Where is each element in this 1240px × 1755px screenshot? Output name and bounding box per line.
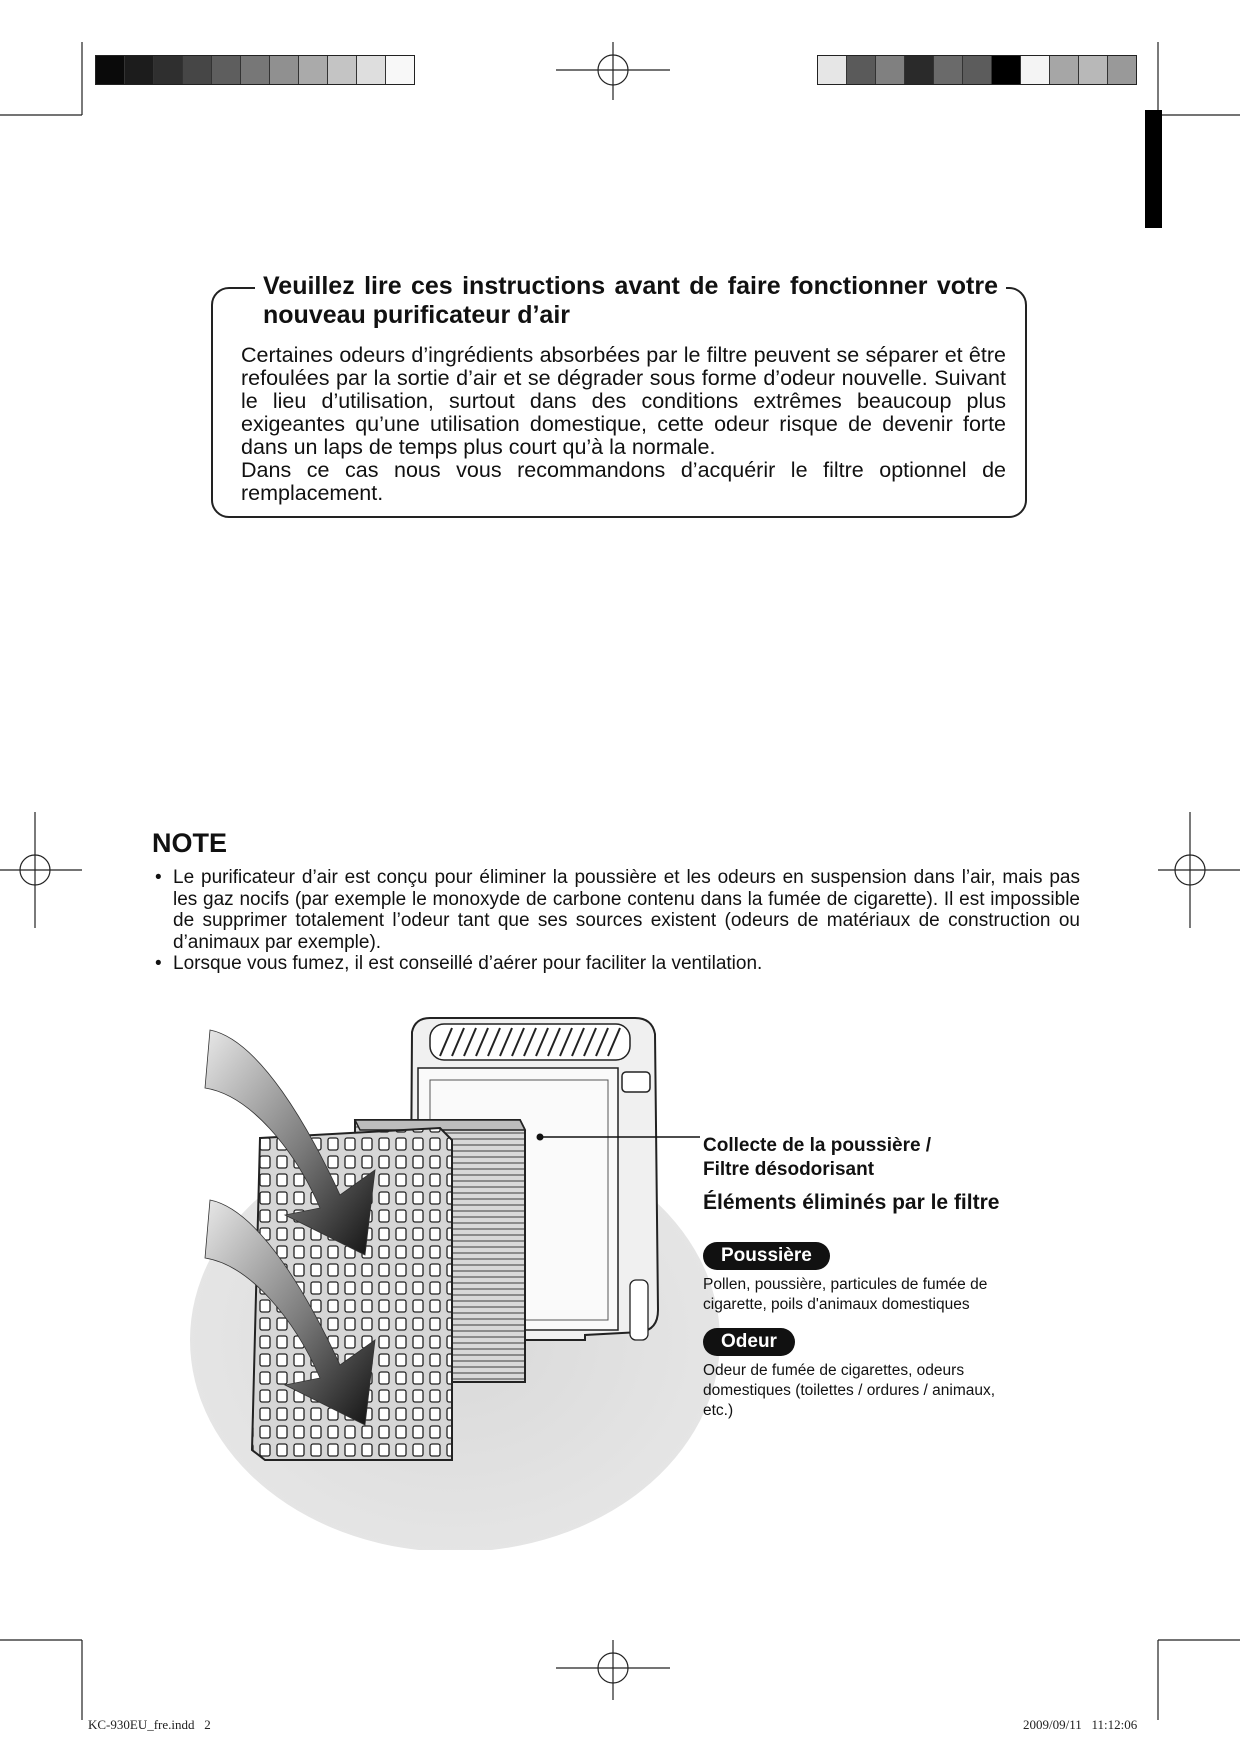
list-item xyxy=(155,953,1080,975)
footer-filename: KC-930EU_fre.indd 2 xyxy=(88,1717,211,1732)
note-item-text: Le purificateur d’air est conçu pour éliminer la poussière et les odeurs en suspension dans l’air, mais pas les gaz nocifs (par exemple le monoxyde de carbone contenu dans la fumée de cigarette). Il est impossible de supprimer totalement l’odeur tant que ses sources existent (odeurs de matériaux de construction ou d’animaux par exemple). xyxy=(173,867,1080,953)
bullet: • xyxy=(155,953,162,974)
swatch-bar-right xyxy=(817,55,1137,85)
color-swatch xyxy=(992,56,1021,84)
color-swatch xyxy=(328,56,357,84)
color-swatch xyxy=(96,56,125,84)
note-item-text: Lorsque vous fumez, il est conseillé d’aérer pour faciliter la ventilation. xyxy=(173,953,763,974)
callout-label-line-2: Filtre désodorisant xyxy=(703,1159,875,1180)
dust-description: Pollen, poussière, particules de fumée de cigarette, poils d'animaux domestiques xyxy=(703,1276,988,1313)
odor-description: Odeur de fumée de cigarettes, odeurs domestiques (toilettes / ordures / animaux, etc.) xyxy=(703,1362,996,1419)
color-swatch xyxy=(963,56,992,84)
air-purifier-illustration xyxy=(190,1010,740,1550)
callout-label-line-1: Collecte de la poussière / xyxy=(703,1135,932,1156)
removed-elements-heading: Éléments éliminés par le filtre xyxy=(703,1191,1000,1214)
color-swatch xyxy=(154,56,183,84)
color-swatch xyxy=(1021,56,1050,84)
color-swatch xyxy=(876,56,905,84)
bullet: • xyxy=(155,867,162,888)
list-item xyxy=(155,867,1080,953)
color-swatch xyxy=(847,56,876,84)
color-swatch xyxy=(905,56,934,84)
odor-badge: Odeur xyxy=(703,1328,795,1356)
color-swatch xyxy=(1050,56,1079,84)
note-list xyxy=(155,867,1080,975)
instructions-title: Veuillez lire ces instructions avant de faire fonctionner votre nouveau purificateur d’air xyxy=(255,272,1006,330)
swatch-bar-left xyxy=(95,55,415,85)
dust-badge: Poussière xyxy=(703,1242,830,1270)
color-swatch xyxy=(241,56,270,84)
color-swatch xyxy=(934,56,963,84)
color-swatch xyxy=(818,56,847,84)
instructions-paragraph-2: Dans ce cas nous vous recommandons d’acquérir le filtre optionnel de remplacement. xyxy=(241,458,1006,505)
footer-timestamp: 2009/09/11 11:12:06 xyxy=(1023,1717,1138,1732)
color-swatch xyxy=(125,56,154,84)
color-swatch xyxy=(270,56,299,84)
color-swatch xyxy=(1079,56,1108,84)
color-swatch xyxy=(212,56,241,84)
color-swatch xyxy=(1108,56,1136,84)
note-heading: NOTE xyxy=(152,828,228,858)
instructions-paragraph-1: Certaines odeurs d’ingrédients absorbées par le filtre peuvent se séparer et être refoulées par la sortie d’air et se dégrader sous forme d’odeur nouvelle. Suivant le lieu d’utilisation, surtout dans des conditions extrêmes beaucoup plus exigeantes qu’une utilisation domestique, cette odeur risque de devenir forte dans un laps de temps plus court qu’à la normale. xyxy=(241,343,1006,459)
color-swatch xyxy=(357,56,386,84)
color-swatch xyxy=(299,56,328,84)
color-swatch xyxy=(386,56,414,84)
instructions-body xyxy=(241,344,1006,505)
color-swatch xyxy=(183,56,212,84)
